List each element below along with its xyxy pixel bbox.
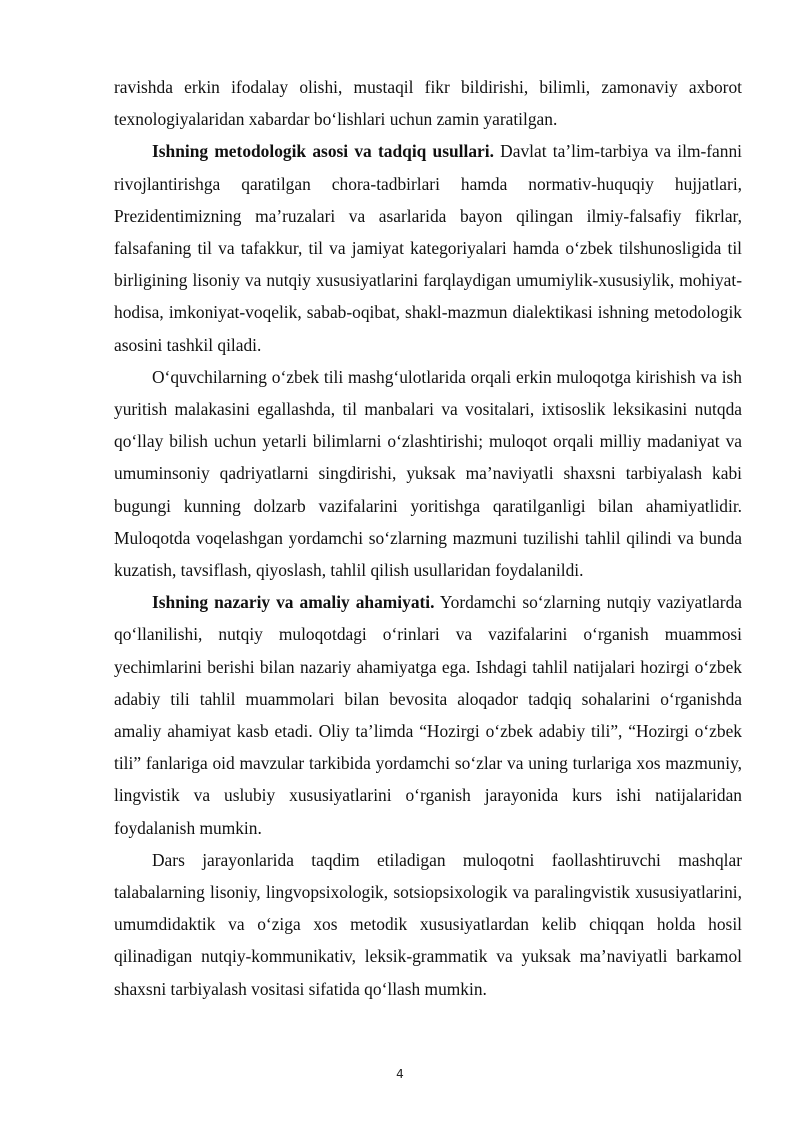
paragraph-text: ravishda erkin ifodalay olishi, mustaqil fikr bildirishi, bilimli, zamonaviy axborot texnologiyalaridan xabardar bo‘lishlari uchun zamin yaratilgan. [114, 77, 742, 130]
paragraph-text: Yordamchi so‘zlarning nutqiy vaziyatlarda qo‘llanilishi, nutqiy muloqotdagi o‘rinlari va vazifalarini o‘rganish muammosi yechimlarini berishi bilan nazariy ahamiyatga ega. Ishdagi tahlil natijalari hozirgi o‘zbek adabiy tili tahlil muammolari bilan bevosita aloqador tadqiq sohalarini o‘rganishda amaliy ahamiyat kasb etadi. Oliy ta’limda “Hozirgi o‘zbek adabiy tili”, “Hozirgi o‘zbek tili” fanlariga oid mavzular tarkibida yordamchi so‘zlar va uning turlariga xos mazmuniy, lingvistik va uslubiy xususiyatlarini o‘rganish jarayonida kurs ishi natijalaridan foydalanish mumkin. [114, 592, 742, 838]
document-page [114, 71, 742, 1005]
paragraph-significance [114, 586, 742, 844]
paragraph-methodology [114, 135, 742, 360]
paragraph-text: Davlat ta’lim-tarbiya va ilm-fanni rivojlantirishga qaratilgan chora-tadbirlari hamda normativ-huquqiy hujjatlari, Prezidentimizning ma’ruzalari va asarlarida bayon qilingan ilmiy-falsafiy fikrlar, falsafaning til va tafakkur, til va jamiyat kategoriyalari hamda o‘zbek tilshunosligida til birligining lisoniy va nutqiy xususiyatlarini farqlaydigan umumiylik-xususiylik, mohiyat-hodisa, imkoniyat-voqelik, sabab-oqibat, shakl-mazmun dialektikasi ishning metodologik asosini tashkil qiladi. [114, 141, 743, 355]
paragraph-students [114, 361, 742, 586]
paragraph-text: O‘quvchilarning o‘zbek tili mashg‘ulotlarida orqali erkin muloqotga kirishish va ish yuritish malakasini egallashda, til manbalari va vositalari, ixtisoslik leksikasini nutqda qo‘llay bilish uchun yetarli bilimlarni o‘zlashtirishi; muloqot orqali milliy madaniyat va umuminsoniy qadriyatlarni singdirishi, yuksak ma’naviyatli shaxsni tarbiyalash kabi bugungi kunning dolzarb vazifalarini yoritishga qaratilganligi bilan ahamiyatlidir. Muloqotda voqelashgan yordamchi so‘zlarning mazmuni tuzilishi tahlil qilindi va bunda kuzatish, tavsiflash, qiyoslash, tahlil qilish usullaridan foydalanildi. [114, 366, 742, 581]
page-number: 4 [396, 1067, 404, 1081]
paragraph-lessons [114, 844, 742, 1005]
paragraph-heading-methodology: Ishning metodologik asosi va tadqiq usullari. [152, 141, 494, 162]
paragraph-heading-significance: Ishning nazariy va amaliy ahamiyati. [152, 592, 435, 613]
paragraph-continuation [114, 71, 742, 135]
paragraph-text: Dars jarayonlarida taqdim etiladigan muloqotni faollashtiruvchi mashqlar talabalarning lisoniy, lingvopsixologik, sotsiopsixologik va paralingvistik xususiyatlarini, umumdidaktik va o‘ziga xos metodik xususiyatlardan kelib chiqqan holda hosil qilinadigan nutqiy-kommunikativ, leksik-grammatik va yuksak ma’naviyatli barkamol shaxsni tarbiyalash vositasi sifatida qo‘llash mumkin. [114, 849, 742, 999]
